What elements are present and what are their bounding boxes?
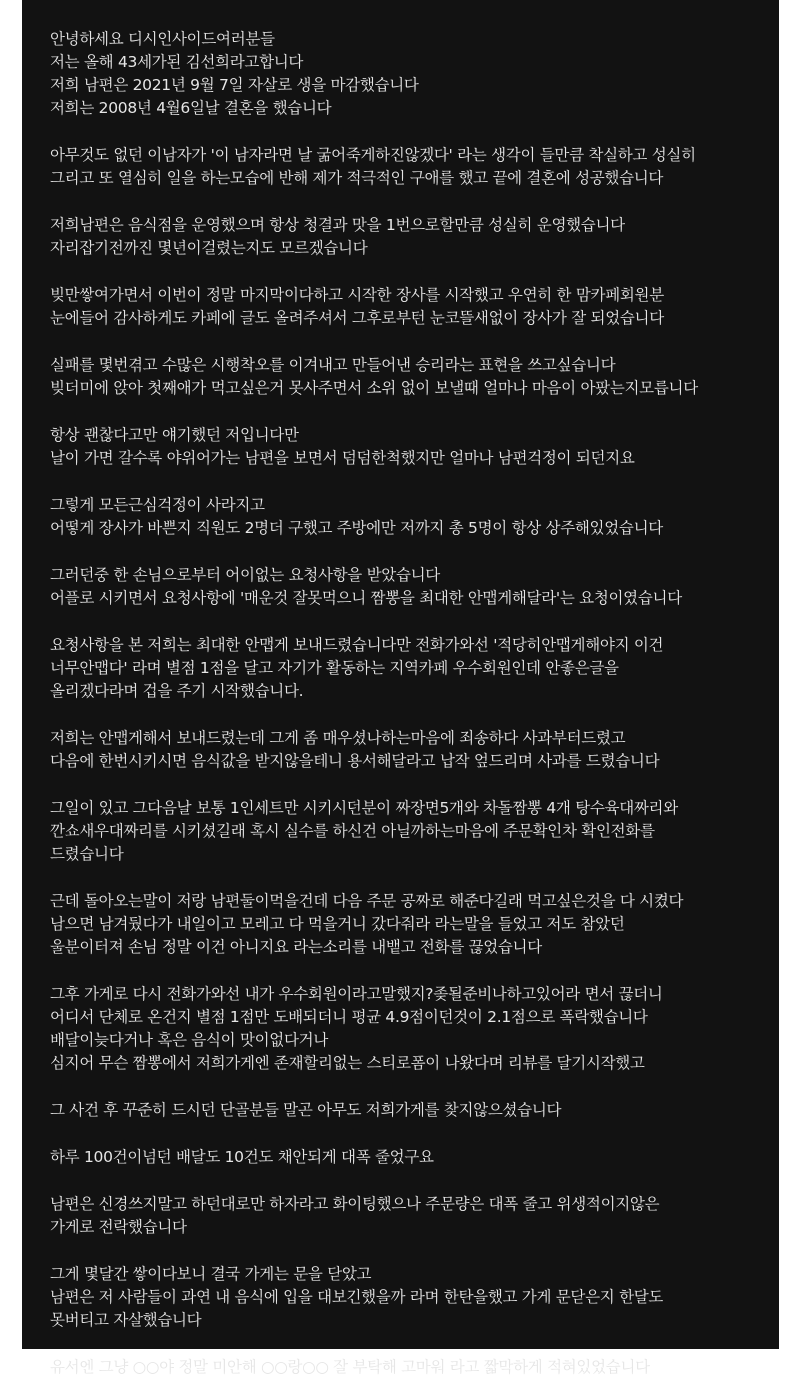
post-text-line: 항상 괜찮다고만 얘기했던 저입니다만 [50, 426, 299, 444]
post-text-line: 남으면 남겨뒀다가 내일이고 모레고 다 먹을거니 갔다줘라 라는말을 들었고 저도 참았던 [50, 915, 625, 933]
post-text-line: 빚만쌓여가면서 이번이 정말 마지막이다하고 시작한 장사를 시작했고 우연히 한 맘카페회원분 [50, 286, 664, 304]
post-text-line: 어디서 단체로 온건지 별점 1점만 도배되더니 평균 4.9점이던것이 2.1점으로 폭락했습니다 [50, 1008, 648, 1026]
post-text-line: 그러던중 한 손님으로부터 어이없는 요청사항을 받았습니다 [50, 566, 440, 584]
post-paragraph [50, 564, 779, 610]
post-paragraph [50, 214, 779, 260]
post-text-line: 실패를 몇번겪고 수많은 시행착오를 이겨내고 만들어낸 승리라는 표현을 쓰고싶습니다 [50, 356, 616, 374]
post-text-line: 저는 올해 43세가된 김선희라고합니다 [50, 53, 304, 71]
post-text-line: 올리겠다라며 겁을 주기 시작했습니다. [50, 682, 304, 700]
post-paragraph [50, 284, 779, 330]
post-text-line: 다음에 한번시키시면 음식값을 받지않을테니 용서해달라고 납작 엎드리며 사과를 드렸습니다 [50, 752, 660, 770]
post-text-line: 배달이늦다거나 혹은 음식이 맛이없다거나 [50, 1031, 328, 1049]
post-text-line: 안녕하세요 디시인사이드여러분들 [50, 30, 275, 48]
post-text-line: 심지어 무슨 짬뽕에서 저희가게엔 존재할리없는 스티로폼이 나왔다며 리뷰를 달기시작했고 [50, 1054, 645, 1072]
post-paragraph [50, 727, 779, 773]
post-paragraph [50, 1146, 779, 1169]
post-text-line: 눈에들어 감사하게도 카페에 글도 올려주셔서 그후로부턴 눈코뜰새없이 장사가 잘 되었습니다 [50, 309, 664, 327]
post-text-line: 깐쇼새우대짜리를 시키셨길래 혹시 실수를 하신건 아닐까하는마음에 주문확인차 확인전화를 [50, 822, 655, 840]
post-text-line: 어플로 시키면서 요청사항에 '매운것 잘못먹으니 짬뽕을 최대한 안맵게해달라'는 요청이였습니다 [50, 589, 682, 607]
post-paragraph [50, 1193, 779, 1239]
post-paragraph [50, 983, 779, 1075]
post-paragraph [50, 494, 779, 540]
post-text-line: 드렸습니다 [50, 845, 124, 863]
post-paragraph [50, 28, 779, 120]
post-text-line: 못버티고 자살했습니다 [50, 1311, 202, 1329]
post-text-line: 저희는 2008년 4월6일날 결혼을 했습니다 [50, 99, 332, 117]
post-paragraph [50, 1099, 779, 1122]
post-body [22, 0, 779, 1376]
post-text-line: 가게로 전락했습니다 [50, 1218, 187, 1236]
post-text-line: 요청사항을 본 저희는 최대한 안맵게 보내드렸습니다만 전화가와선 '적당히안맵게해야지 이건 [50, 636, 664, 654]
post-paragraph [50, 634, 779, 703]
post-text-line: 근데 돌아오는말이 저랑 남편둘이먹을건데 다음 주문 공짜로 해준다길래 먹고싶은것을 다 시켰다 [50, 892, 684, 910]
post-text-line: 그렇게 모든근심걱정이 사라지고 [50, 496, 265, 514]
post-paragraph [50, 797, 779, 866]
post-text-line: 울분이터져 손님 정말 이건 아니지요 라는소리를 내뱉고 전화를 끊었습니다 [50, 938, 542, 956]
post-paragraph [50, 1356, 779, 1379]
post-text-line: 아무것도 없던 이남자가 '이 남자라면 날 굶어죽게하진않겠다' 라는 생각이 들만큼 착실하고 성실히 [50, 146, 696, 164]
post-text-line: 너무안맵다' 라며 별점 1점을 달고 자기가 활동하는 지역카페 우수회원인데 안좋은글을 [50, 659, 619, 677]
post-text-line: 자리잡기전까진 몇년이걸렸는지도 모르겠습니다 [50, 239, 368, 257]
post-text-line: 저희는 안맵게해서 보내드렸는데 그게 좀 매우셨나하는마음에 죄송하다 사과부터드렸고 [50, 729, 626, 747]
post-paragraph [50, 890, 779, 959]
post-text-line: 저희남편은 음식점을 운영했으며 항상 청결과 맛을 1번으로할만큼 성실히 운영했습니다 [50, 216, 625, 234]
post-text-line: 유서엔 그냥 ○○야 정말 미안해 ○○랑○○ 잘 부탁해 고마워 라고 짧막하게 적혀있었습니다 [50, 1358, 650, 1376]
post-text-line: 남편은 저 사람들이 과연 내 음식에 입을 대보긴했을까 라며 한탄을했고 가게 문닫은지 한달도 [50, 1288, 664, 1306]
post-text-line: 빚더미에 앉아 첫째애가 먹고싶은거 못사주면서 소위 없이 보낼때 얼마나 마음이 아팠는지모릅니다 [50, 379, 698, 397]
post-text-line: 날이 가면 갈수록 야위어가는 남편을 보면서 덤덤한척했지만 얼마나 남편걱정이 되던지요 [50, 449, 635, 467]
post-paragraph [50, 354, 779, 400]
post-text-line: 하루 100건이넘던 배달도 10건도 채안되게 대폭 줄었구요 [50, 1148, 434, 1166]
post-paragraph [50, 424, 779, 470]
post-text-line: 그 사건 후 꾸준히 드시던 단골분들 말곤 아무도 저희가게를 찾지않으셨습니다 [50, 1101, 562, 1119]
post-text-line: 남편은 신경쓰지말고 하던대로만 하자라고 화이팅했으나 주문량은 대폭 줄고 위생적이지않은 [50, 1195, 660, 1213]
post-text-line: 저희 남편은 2021년 9월 7일 자살로 생을 마감했습니다 [50, 76, 419, 94]
post-text-line: 그게 몇달간 쌓이다보니 결국 가게는 문을 닫았고 [50, 1265, 372, 1283]
post-text-line: 어떻게 장사가 바쁜지 직원도 2명더 구했고 주방에만 저까지 총 5명이 항상 상주해있었습니다 [50, 519, 663, 537]
post-text-line: 그일이 있고 그다음날 보통 1인세트만 시키시던분이 짜장면5개와 차돌짬뽕 4개 탕수육대짜리와 [50, 799, 678, 817]
post-paragraph [50, 144, 779, 190]
post-text-line: 그후 가게로 다시 전화가와선 내가 우수회원이라고말했지?좆될준비나하고있어라 면서 끊더니 [50, 985, 663, 1003]
post-paragraph [50, 1263, 779, 1332]
post-text-line: 그리고 또 열심히 일을 하는모습에 반해 제가 적극적인 구애를 했고 끝에 결혼에 성공했습니다 [50, 169, 664, 187]
